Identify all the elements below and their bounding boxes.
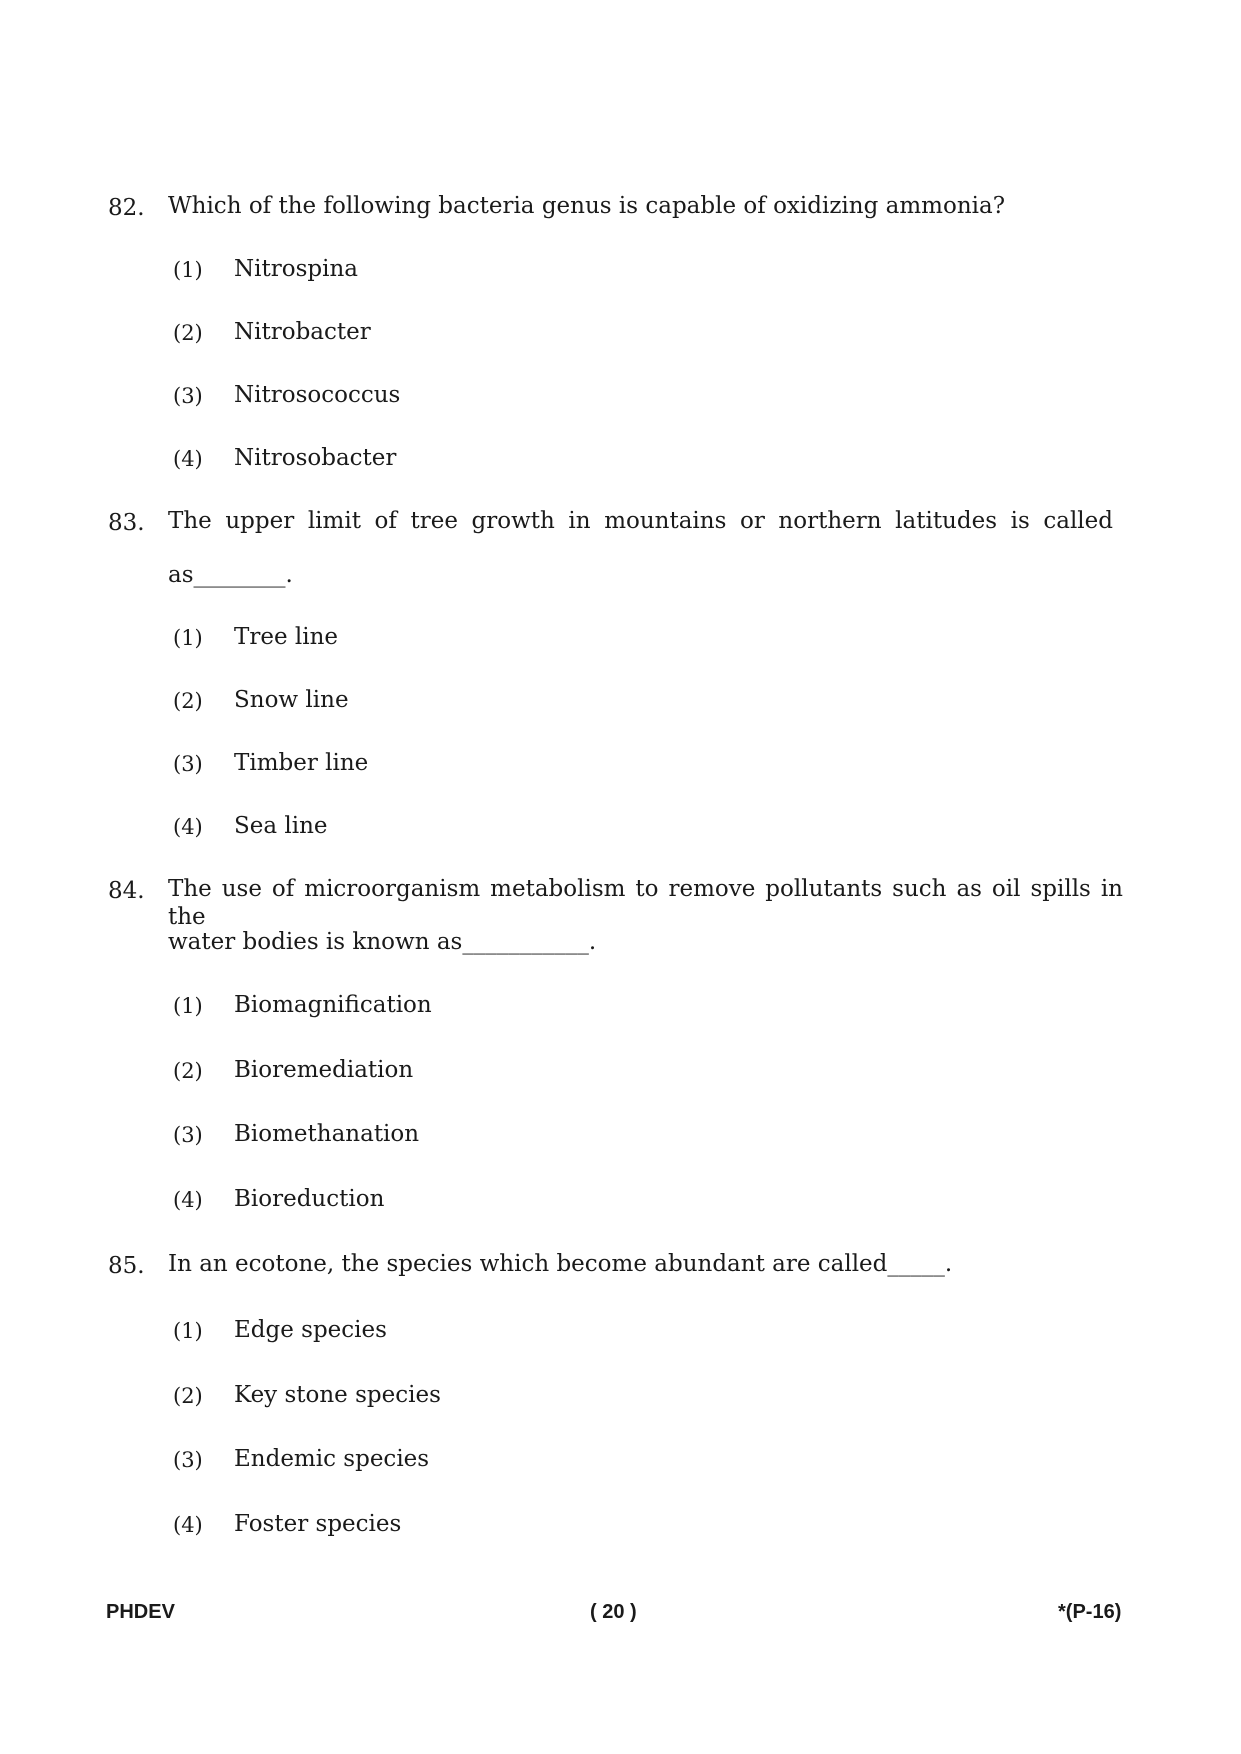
q85-option-1-text: Edge species [234,1317,387,1343]
q83-option-2-text: Snow line [234,687,349,713]
q85-option-3-text: Endemic species [234,1446,430,1472]
q84-option-2-text: Bioremediation [234,1057,414,1083]
footer-paper-code: PHDEV [106,1601,175,1623]
q83-option-2-label: (2) [173,689,203,713]
q85-option-2-label: (2) [173,1384,203,1408]
question-84-text-line-1: The use of microorganism metabolism to remove pollutants such as oil spills in the [168,876,1123,930]
q84-option-3-label: (3) [173,1123,203,1147]
q82-option-3-label: (3) [173,384,203,408]
q82-option-1-text: Nitrospina [234,256,358,282]
question-83-text-line-2: as________. [168,562,293,588]
footer-page-number: ( 20 ) [590,1601,637,1623]
question-85-number: 85. [108,1253,145,1279]
q82-option-2-label: (2) [173,321,203,345]
question-84-number: 84. [108,878,145,904]
q82-option-4-text: Nitrosobacter [234,445,397,471]
q82-option-4-label: (4) [173,447,203,471]
q85-option-4-text: Foster species [234,1511,402,1537]
q83-option-4-text: Sea line [234,813,328,839]
q84-option-2-label: (2) [173,1059,203,1083]
question-84-text-line-2: water bodies is known as___________. [168,929,597,955]
q84-option-3-text: Biomethanation [234,1121,420,1147]
q85-option-1-label: (1) [173,1319,203,1343]
q82-option-1-label: (1) [173,258,203,282]
footer-page-code: *(P-16) [1058,1601,1122,1623]
q83-option-3-label: (3) [173,752,203,776]
question-83-number: 83. [108,510,145,536]
question-82-text: Which of the following bacteria genus is capable of oxidizing ammonia? [168,193,1006,219]
q83-option-3-text: Timber line [234,750,369,776]
q83-option-1-text: Tree line [234,624,339,650]
q84-option-4-label: (4) [173,1188,203,1212]
q85-option-3-label: (3) [173,1448,203,1472]
q82-option-3-text: Nitrosococcus [234,382,401,408]
q85-option-4-label: (4) [173,1513,203,1537]
question-85-text: In an ecotone, the species which become abundant are called_____. [168,1251,953,1277]
q85-option-2-text: Key stone species [234,1382,441,1408]
q84-option-1-text: Biomagnification [234,992,432,1018]
q84-option-1-label: (1) [173,994,203,1018]
q83-option-1-label: (1) [173,626,203,650]
q83-option-4-label: (4) [173,815,203,839]
q82-option-2-text: Nitrobacter [234,319,371,345]
q84-option-4-text: Bioreduction [234,1186,385,1212]
question-82-number: 82. [108,195,145,221]
question-83-text-line-1: The upper limit of tree growth in mountains or northern latitudes is called [168,508,1113,534]
